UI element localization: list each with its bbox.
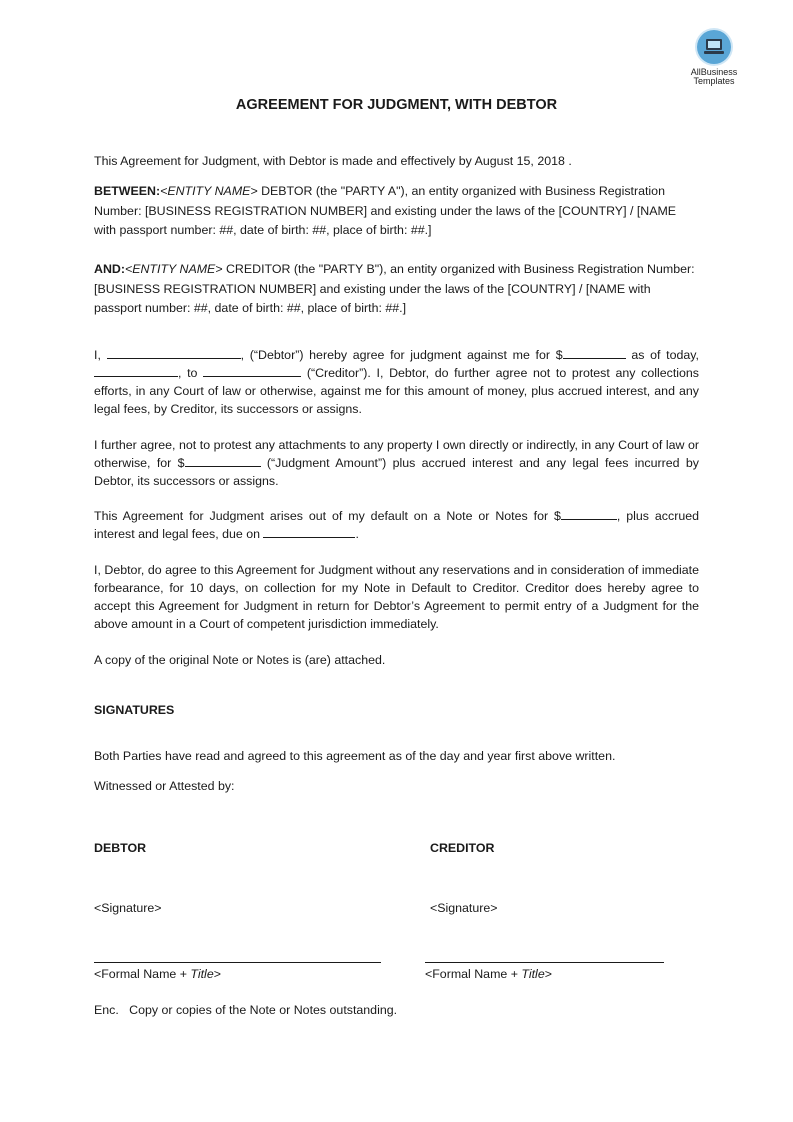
debtor-title-text: Title	[190, 967, 214, 981]
p1-text-b: , (“Debtor”) hereby agree for judgment against me for $	[240, 348, 563, 362]
document-title: AGREEMENT FOR JUDGMENT, WITH DEBTOR	[235, 97, 558, 113]
and-label: AND:	[94, 262, 125, 276]
party-a-entity: <ENTITY NAME>	[160, 184, 258, 198]
debtor-formal-name	[94, 965, 221, 983]
debtor-close-text: >	[213, 967, 221, 981]
p1-text-e: (“Creditor”). I, Debtor, do further agree not to protest any collections efforts, in any Court of law or otherwise, against me for this amount of money, plus accrued interest, and any legal fees, by Creditor, its successors or assigns.	[94, 366, 699, 416]
p1-text-c: as of today,	[625, 348, 699, 362]
blank-due-date[interactable]	[263, 525, 355, 538]
blank-amount[interactable]	[563, 346, 626, 359]
laptop-icon	[697, 30, 731, 64]
creditor-signature-line	[425, 962, 664, 963]
paragraph-attached-notes: A copy of the original Note or Notes is (are) attached.	[94, 653, 386, 667]
company-logo	[684, 30, 744, 86]
creditor-formal-name	[425, 965, 552, 983]
debtor-label: DEBTOR	[94, 841, 147, 855]
party-b-text: CREDITOR (the "PARTY B"), an entity organized with Business Registration Number: [BUSINESS REGISTRATION NUMBER] and existing under the laws of the [COUNTRY] / [NAME with passport number: ##, date of birth: ##, place of birth: ##.]	[94, 262, 695, 315]
creditor-title-text: Title	[521, 967, 545, 981]
paragraph-attachments	[94, 436, 699, 490]
blank-creditor-name[interactable]	[203, 364, 301, 377]
creditor-label: CREDITOR	[430, 841, 495, 855]
paragraph-debtor-agreement	[94, 346, 699, 418]
creditor-name-text: <Formal Name +	[425, 967, 522, 981]
creditor-close-text: >	[544, 967, 552, 981]
blank-debtor-name[interactable]	[107, 346, 241, 359]
blank-date[interactable]	[94, 364, 178, 377]
enclosure-note: Enc. Copy or copies of the Note or Notes outstanding.	[94, 1003, 398, 1017]
between-label: BETWEEN:	[94, 184, 161, 198]
party-b-paragraph	[94, 260, 699, 319]
debtor-name-text: <Formal Name +	[94, 967, 191, 981]
party-a-text: DEBTOR (the "PARTY A"), an entity organized with Business Registration Number: [BUSINESS REGISTRATION NUMBER] and existing under the laws of the [COUNTRY] / [NAME with passport number: ##, date of birth: ##, place of birth: ##.]	[94, 184, 677, 237]
p1-text-d: , to	[178, 366, 198, 380]
witnessed-label: Witnessed or Attested by:	[94, 779, 235, 793]
logo-text-line1: AllBusiness	[690, 67, 738, 77]
p1-text-a: I,	[94, 348, 101, 362]
p3-text-a: This Agreement for Judgment arises out of my default on a Note or Notes for $	[94, 509, 561, 523]
blank-judgment-amount[interactable]	[185, 454, 261, 467]
logo-text-line2: Templates	[693, 76, 735, 86]
debtor-signature-placeholder[interactable]: <Signature>	[94, 901, 162, 915]
creditor-signature-placeholder[interactable]: <Signature>	[430, 901, 498, 915]
agreed-statement: Both Parties have read and agreed to this agreement as of the day and year first above written.	[94, 749, 616, 763]
party-a-paragraph	[94, 182, 699, 241]
signatures-heading: SIGNATURES	[94, 703, 175, 717]
party-b-entity: <ENTITY NAME>	[124, 262, 223, 276]
debtor-signature-line	[94, 962, 381, 963]
p3-text-b: , plus accrued interest and legal fees, due on	[94, 509, 699, 541]
p3-text-c: .	[355, 527, 359, 541]
intro-paragraph: This Agreement for Judgment, with Debtor is made and effectively by August 15, 2018 .	[94, 154, 572, 168]
paragraph-default	[94, 507, 699, 543]
blank-note-amount[interactable]	[561, 507, 617, 520]
p2-text-a: I further agree, not to protest any attachments to any property I own directly or indirectly, in any Court of law or otherwise, for $	[94, 438, 699, 470]
paragraph-forbearance: I, Debtor, do agree to this Agreement for Judgment without any reservations and in consideration of immediate forbearance, for 10 days, on collection for my Note in Default to Creditor. Creditor does hereby agree to accept this Agreement for Judgment in return for Debtor’s Agreement to permit entry of a Judgment for the above amount in a Court of competent jurisdiction immediately.	[94, 563, 699, 631]
p2-text-b: (“Judgment Amount”) plus accrued interest and any legal fees incurred by Debtor, its successors or assigns.	[94, 456, 699, 488]
